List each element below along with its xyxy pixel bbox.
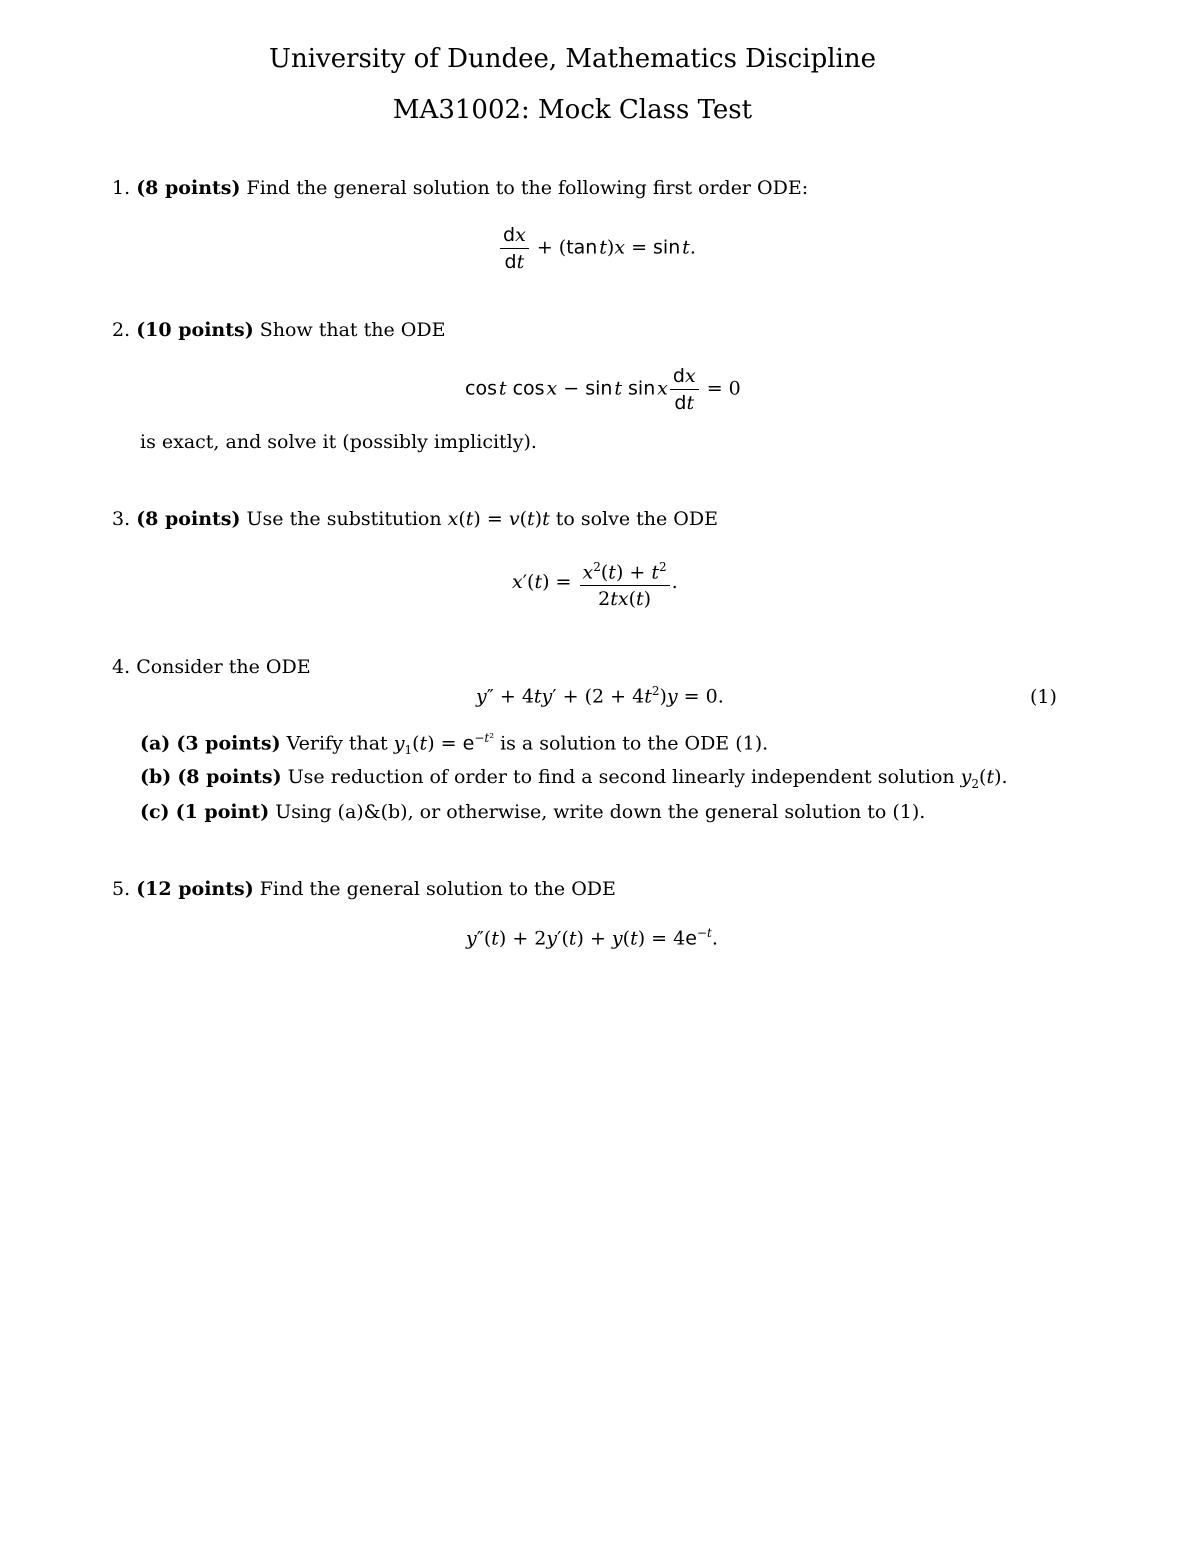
part-label: (b) <box>140 766 172 788</box>
question-2 <box>112 319 445 341</box>
question-text: Consider the ODE <box>136 656 311 678</box>
question-points: (10 points) <box>136 319 254 341</box>
question-1 <box>112 177 808 199</box>
part-points: (1 point) <box>175 801 270 823</box>
part-b: (b) (8 points) Use reduction of order to find a second linearly independent solution $y_2(t)$. <box>140 766 1008 791</box>
part-a: (a) (3 points) Verify that $y_1(t) = e^{-t^2}$ is a solution to the ODE (1). <box>140 731 769 758</box>
question-text-pre: Use the substitution <box>246 508 442 530</box>
equation-q3: x′(t) = $\frac{x^2(t) + t^2}{2tx(t)}$ . <box>512 554 678 612</box>
question-number: 4. <box>112 656 131 678</box>
question-2-after: is exact, and solve it (possibly implicitly). <box>140 431 537 453</box>
question-text-post: to solve the ODE <box>555 508 718 530</box>
question-number: 2. <box>112 319 131 341</box>
question-text: Find the general solution to the ODE <box>259 878 616 900</box>
question-number: 1. <box>112 177 131 199</box>
part-points: (8 points) <box>177 766 282 788</box>
question-points: (12 points) <box>136 878 254 900</box>
equation-label: (1) <box>1030 686 1057 708</box>
question-text: Show that the ODE <box>259 319 446 341</box>
document-title: University of Dundee, Mathematics Discipline <box>269 44 876 74</box>
part-label: (c) <box>140 801 170 823</box>
question-points: (8 points) <box>136 177 241 199</box>
equation-q4: $y'' + 4ty' + (2 + 4t^2)y = 0$. <box>476 684 724 708</box>
part-text-post: is a solution to the ODE (1). <box>500 732 769 755</box>
question-4 <box>112 656 311 678</box>
part-points: (3 points) <box>176 732 281 755</box>
part-label: (a) <box>140 732 171 755</box>
equation-q5: $y''(t) + 2y'(t) + y(t) = 4e^{-t}$. <box>466 926 718 950</box>
equation-q1: $\frac{dx}{dt}$ + (tan t)x = sin t. <box>498 222 696 275</box>
question-points: (8 points) <box>136 508 241 530</box>
equation-q2: cos t cos x − sin t sin x $\frac{dx}{dt}$ = 0 <box>465 365 741 414</box>
question-text: Find the general solution to the following first order ODE: <box>246 177 809 199</box>
document-subtitle: MA31002: Mock Class Test <box>392 95 753 125</box>
question-3: 3. (8 points) Use the substitution x(t) = v(t)t to solve the ODE <box>112 508 718 530</box>
part-text-pre: Verify that <box>286 732 388 755</box>
part-c <box>140 801 925 823</box>
part-text: Use reduction of order to find a second linearly independent solution <box>287 766 955 788</box>
question-5 <box>112 878 616 900</box>
question-number: 3. <box>112 508 131 530</box>
question-number: 5. <box>112 878 131 900</box>
part-text: Using (a)&(b), or otherwise, write down the general solution to (1). <box>275 801 926 823</box>
